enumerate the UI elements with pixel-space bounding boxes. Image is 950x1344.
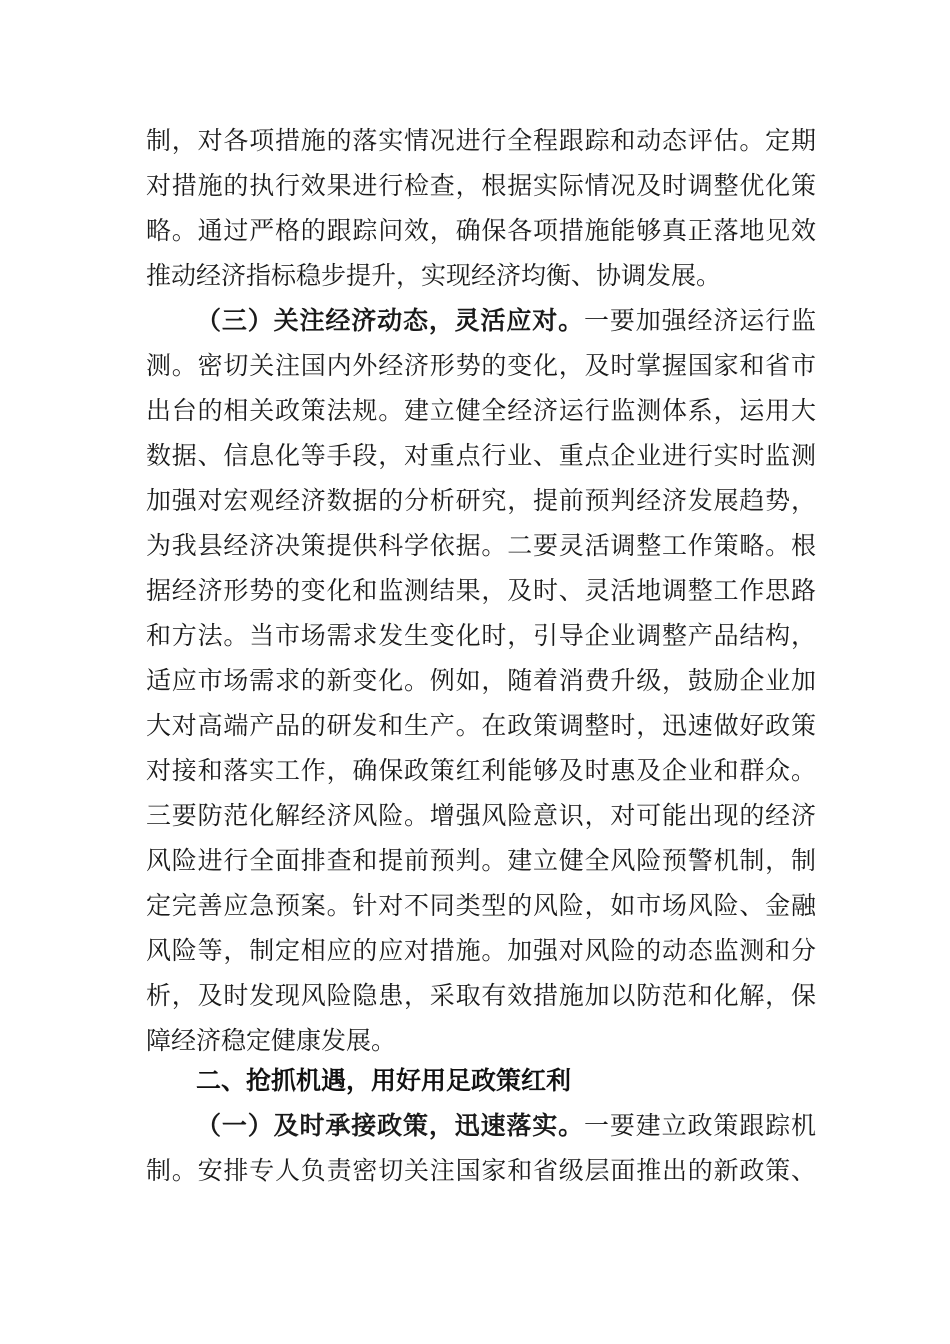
paragraph-line: 推动经济指标稳步提升，实现经济均衡、协调发展。 <box>146 261 722 290</box>
section-heading: 二、抢抓机遇，用好用足政策红利 <box>196 1066 572 1095</box>
paragraph-text: 一要建立政策跟踪机 <box>584 1111 816 1140</box>
paragraph-line: 加强对宏观经济数据的分析研究，提前预判经济发展趋势， <box>146 486 816 515</box>
paragraph-line: 风险进行全面排查和提前预判。建立健全风险预警机制，制 <box>146 846 816 875</box>
paragraph-line: 对接和落实工作，确保政策红利能够及时惠及企业和群众。 <box>146 756 816 785</box>
paragraph-line: 和方法。当市场需求发生变化时，引导企业调整产品结构， <box>146 621 816 650</box>
paragraph-line: 数据、信息化等手段，对重点行业、重点企业进行实时监测 <box>146 441 816 470</box>
paragraph-line: 定完善应急预案。针对不同类型的风险，如市场风险、金融 <box>146 891 816 920</box>
paragraph-line: 据经济形势的变化和监测结果，及时、灵活地调整工作思路 <box>146 576 816 605</box>
paragraph-line: 制。安排专人负责密切关注国家和省级层面推出的新政策、 <box>146 1156 816 1185</box>
paragraph-line: 制，对各项措施的落实情况进行全程跟踪和动态评估。定期 <box>146 126 816 155</box>
paragraph-line: 大对高端产品的研发和生产。在政策调整时，迅速做好政策 <box>146 711 816 740</box>
paragraph-line: 障经济稳定健康发展。 <box>146 1026 397 1055</box>
paragraph-line: 出台的相关政策法规。建立健全经济运行监测体系，运用大 <box>146 396 816 425</box>
paragraph-line: 适应市场需求的新变化。例如，随着消费升级，鼓励企业加 <box>146 666 816 695</box>
paragraph-line: 析，及时发现风险隐患，采取有效措施加以防范和化解，保 <box>146 981 816 1010</box>
paragraph-line: 测。密切关注国内外经济形势的变化，及时掌握国家和省市 <box>146 351 816 380</box>
paragraph-text: 一要加强经济运行监 <box>584 306 816 335</box>
paragraph-line: 为我县经济决策提供科学依据。二要灵活调整工作策略。根 <box>146 531 816 560</box>
paragraph-line: 风险等，制定相应的应对措施。加强对风险的动态监测和分 <box>146 936 816 965</box>
subsection-heading: （三）关注经济动态，灵活应对。 <box>196 306 585 335</box>
paragraph-first-line <box>196 1111 816 1141</box>
paragraph-first-line <box>196 306 816 336</box>
subsection-heading: （一）及时承接政策，迅速落实。 <box>196 1111 585 1140</box>
paragraph-line: 对措施的执行效果进行检查，根据实际情况及时调整优化策 <box>146 171 816 200</box>
paragraph-line: 略。通过严格的跟踪问效，确保各项措施能够真正落地见效 <box>146 216 816 245</box>
paragraph-line: 三要防范化解经济风险。增强风险意识，对可能出现的经济 <box>146 801 816 830</box>
